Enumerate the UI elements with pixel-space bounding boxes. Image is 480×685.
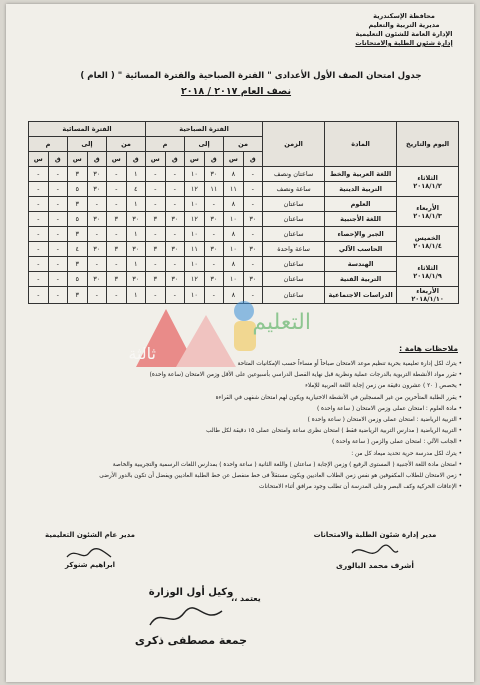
pm-time-cell: - <box>107 257 127 272</box>
pm-time-cell: ٣٠ <box>126 272 146 287</box>
pm-time-cell: - <box>29 287 49 304</box>
table-row <box>29 257 459 272</box>
note-item: • زمن الامتحان للطلاب المكفوفين هو نفس زمن الطلاب العاديين ويكون مستقلاً فى خط منفصل عن خط الطلبة العاديين ويفضل أن تكون بالدور الأرضى <box>20 471 462 482</box>
pm-time-cell: ١ <box>126 227 146 242</box>
left-signatory-name: ابراهيم شنوكر <box>65 561 115 569</box>
pm-time-cell: - <box>48 167 68 182</box>
note-item: • مادة العلوم : امتحان عملى وزمن الامتحان ( ساعة واحدة ) <box>20 404 462 415</box>
am-time-cell: - <box>204 257 224 272</box>
am-time-cell: ١٠ <box>185 257 205 272</box>
am-time-cell: ٣٠ <box>165 212 185 227</box>
am-time-cell: ٨ <box>224 227 244 242</box>
pm-time-cell: - <box>48 257 68 272</box>
pm-time-cell: - <box>107 287 127 304</box>
watermark-red-text: ثالثة <box>128 344 156 363</box>
signature-deputy <box>116 587 266 647</box>
col-am-to: إلى <box>185 137 224 152</box>
am-time-cell: ١١ <box>204 182 224 197</box>
col-subject: المادة <box>325 122 397 167</box>
am-time-cell: - <box>146 227 166 242</box>
am-time-cell: ١٠ <box>185 287 205 304</box>
day-label: الثلاثاء <box>417 173 438 182</box>
pm-time-cell: - <box>29 182 49 197</box>
am-time-cell: - <box>204 197 224 212</box>
pm-time-cell: - <box>29 272 49 287</box>
am-time-cell: ٣٠ <box>243 212 263 227</box>
notes-title: ملاحظات هامة : <box>399 344 458 353</box>
deputy-name: جمعة مصطفى ذكرى <box>134 634 248 647</box>
pm-time-cell: ٣ <box>107 272 127 287</box>
notes-list <box>20 359 462 493</box>
am-time-cell: ١٠ <box>224 212 244 227</box>
am-time-cell: - <box>165 287 185 304</box>
am-time-cell: ٣٠ <box>165 242 185 257</box>
am-time-cell: - <box>146 287 166 304</box>
note-item: • يخصص ( ٢٠ ) عشرون دقيقة من زمن إجابة اللغة العربية للإملاء <box>20 381 462 392</box>
pm-time-cell: ٣ <box>68 197 88 212</box>
col-s: س <box>107 152 127 167</box>
right-signatory-role: مدير إدارة شئون الطلبة والامتحانات <box>313 531 437 539</box>
pm-time-cell: ٥ <box>68 272 88 287</box>
am-time-cell: ٣٠ <box>165 272 185 287</box>
signature-left <box>30 531 150 569</box>
pm-time-cell: ١ <box>126 287 146 304</box>
date-label: ٢٠١٨/١/٤ <box>413 241 442 250</box>
pm-time-cell: - <box>87 227 107 242</box>
col-q: ق <box>48 152 68 167</box>
col-s: س <box>224 152 244 167</box>
am-time-cell: ١١ <box>224 182 244 197</box>
am-time-cell: ٨ <box>224 257 244 272</box>
document-subtitle: نصف العام ٢٠١٧ / ٢٠١٨ <box>180 86 292 97</box>
table-row <box>29 242 459 257</box>
col-q: ق <box>243 152 263 167</box>
admin-general-label: الإدارة العامة للشئون التعليمية <box>355 30 453 38</box>
pm-time-cell: ١ <box>126 167 146 182</box>
pm-time-cell: - <box>87 257 107 272</box>
pm-time-cell: - <box>48 272 68 287</box>
time-cell: ساعتان <box>263 197 325 212</box>
am-time-cell: ١٢ <box>185 182 205 197</box>
note-item: • الجانب الآلي : امتحان عملى والزمن ( ساعة واحدة ) <box>20 437 462 448</box>
am-time-cell: - <box>204 227 224 242</box>
am-time-cell: ٣٠ <box>243 242 263 257</box>
am-time-cell: - <box>146 182 166 197</box>
am-time-cell: - <box>165 197 185 212</box>
subject-cell: التربية الدينية <box>325 182 397 197</box>
pm-time-cell: - <box>48 242 68 257</box>
time-cell: ساعتان <box>263 257 325 272</box>
note-item: • يترك لكل مدرسة حرية تحديد ميعاد كل من : <box>20 449 462 460</box>
col-q: ق <box>126 152 146 167</box>
pm-time-cell: ٣٠ <box>87 212 107 227</box>
pm-time-cell: - <box>48 182 68 197</box>
am-time-cell: ٣٠ <box>204 242 224 257</box>
pm-time-cell: - <box>87 197 107 212</box>
am-time-cell: ١٠ <box>185 197 205 212</box>
right-signatory-name: أشرف محمد البالورى <box>336 561 414 570</box>
day-date-cell <box>397 227 459 257</box>
subject-cell: الهندسة <box>325 257 397 272</box>
table-row <box>29 212 459 227</box>
pm-time-cell: ٣٠ <box>126 242 146 257</box>
watermark-green-text: التعليم <box>252 310 311 335</box>
day-date-cell <box>397 257 459 287</box>
col-q: ق <box>165 152 185 167</box>
table-row <box>29 197 459 212</box>
pm-time-cell: - <box>29 212 49 227</box>
am-time-cell: ٣٠ <box>204 212 224 227</box>
am-time-cell: - <box>243 197 263 212</box>
deputy-role: وكيل أول الوزارة <box>148 587 234 598</box>
am-time-cell: ٨ <box>224 287 244 304</box>
exam-schedule-table <box>28 121 459 304</box>
pm-time-cell: - <box>29 242 49 257</box>
pm-time-cell: ٥ <box>68 212 88 227</box>
schedule-body <box>29 167 459 304</box>
am-time-cell: ١٢ <box>185 272 205 287</box>
time-cell: ساعة ونصف <box>263 182 325 197</box>
watermark-logo <box>126 289 326 369</box>
pm-time-cell: - <box>107 197 127 212</box>
subject-cell: العلوم <box>325 197 397 212</box>
am-time-cell: ٣٠ <box>204 272 224 287</box>
am-time-cell: ٣ <box>146 212 166 227</box>
pm-time-cell: ٤ <box>68 242 88 257</box>
time-cell: ساعة واحدة <box>263 242 325 257</box>
note-item: • الإعاقات الحركية وكف البصر وعلى المدرسة أن تطلب وجود مرافق أثناء الامتحانات <box>20 482 462 493</box>
note-item: • التربية الرياضية ( مدارس التربية الرياضية فقط ) امتحان نظرى ساعة وامتحان عملى ١٥ دقيقة لكل طالب <box>20 426 462 437</box>
am-time-cell: ٣ <box>146 272 166 287</box>
subject-cell: اللغة الأجنبية <box>325 212 397 227</box>
note-item: • تقرر مواد الأنشطة التربوية بالدرجات عملية ونظرية قبل نهاية الفصل الدراسي بأسبوعين على الأقل وزمن الامتحان (ساعة واحدة) <box>20 370 462 381</box>
am-time-cell: ١٠ <box>224 242 244 257</box>
am-time-cell: - <box>146 197 166 212</box>
deputy-signature-scribble <box>146 605 226 631</box>
am-time-cell: - <box>165 182 185 197</box>
pm-time-cell: ٣ <box>68 167 88 182</box>
day-date-cell <box>397 167 459 197</box>
pm-time-cell: ٣ <box>68 227 88 242</box>
am-time-cell: ١١ <box>185 242 205 257</box>
pm-time-cell: - <box>87 287 107 304</box>
left-signature-scribble <box>65 545 115 563</box>
pm-time-cell: ٣٠ <box>126 212 146 227</box>
am-time-cell: ١٠ <box>224 272 244 287</box>
pm-time-cell: - <box>48 212 68 227</box>
pm-time-cell: ٣ <box>107 242 127 257</box>
pm-time-cell: ٣٠ <box>87 182 107 197</box>
time-cell: ساعتان <box>263 212 325 227</box>
am-time-cell: - <box>243 167 263 182</box>
table-row <box>29 227 459 242</box>
pm-time-cell: - <box>29 197 49 212</box>
col-pm-m: م <box>29 137 68 152</box>
col-q: ق <box>204 152 224 167</box>
date-label: ٢٠١٨/١/٣ <box>413 211 442 220</box>
am-time-cell: - <box>243 257 263 272</box>
col-am-m: م <box>146 137 185 152</box>
subject-cell: اللغة العربية والخط <box>325 167 397 182</box>
table-row <box>29 167 459 182</box>
pm-time-cell: - <box>29 167 49 182</box>
note-item: • امتحان مادة اللغة الأجنبية ( المستوى الرفيع ) وزمن الإجابة ( ساعتان ) واللغة الثانية ( ساعة واحدة ) بمدارس اللغات الرسمية والتجريبية والخاصة <box>20 460 462 471</box>
col-time: الزمن <box>263 122 325 167</box>
document-title: جدول امتحان الصف الأول الأعدادى " الفترة الصباحية والفترة المسائية " ( العام ) <box>80 71 422 81</box>
table-row <box>29 272 459 287</box>
am-time-cell: - <box>165 167 185 182</box>
col-am-from: من <box>224 137 263 152</box>
pm-time-cell: ٣ <box>68 257 88 272</box>
date-label: ٢٠١٨/١/١٠ <box>411 295 444 303</box>
day-label: الثلاثاء <box>417 263 438 272</box>
right-signature-scribble <box>350 543 400 561</box>
am-time-cell: - <box>204 287 224 304</box>
day-date-cell <box>397 197 459 227</box>
am-time-cell: ٣٠ <box>243 272 263 287</box>
governorate-label: محافظة الإسكندرية <box>373 12 435 20</box>
am-time-cell: ٨ <box>224 197 244 212</box>
col-morning: الفترة الصباحية <box>146 122 263 137</box>
day-label: الخميس <box>414 233 441 242</box>
date-label: ٢٠١٨/١/٩ <box>413 271 442 280</box>
col-s: س <box>68 152 88 167</box>
am-time-cell: ٣ <box>146 242 166 257</box>
subject-cell: الحاسب الآلي <box>325 242 397 257</box>
col-pm-from: من <box>107 137 146 152</box>
time-cell: ساعتان <box>263 287 325 304</box>
pm-time-cell: ٣٠ <box>87 167 107 182</box>
pm-time-cell: ٤ <box>126 182 146 197</box>
col-pm-to: إلى <box>68 137 107 152</box>
am-time-cell: - <box>146 167 166 182</box>
am-time-cell: - <box>243 287 263 304</box>
pm-time-cell: - <box>107 167 127 182</box>
col-evening: الفترة المسائية <box>29 122 146 137</box>
am-time-cell: - <box>165 257 185 272</box>
letterhead <box>344 12 464 48</box>
col-day-date: اليوم والتاريخ <box>397 122 459 167</box>
pm-time-cell: - <box>48 227 68 242</box>
subject-cell: الدراسات الاجتماعية <box>325 287 397 304</box>
directorate-label: مديرية التربية والتعليم <box>368 21 440 29</box>
am-time-cell: ١٢ <box>185 212 205 227</box>
am-time-cell: - <box>243 182 263 197</box>
col-s: س <box>29 152 49 167</box>
pm-time-cell: ٣ <box>107 212 127 227</box>
time-cell: ساعتان ونصف <box>263 167 325 182</box>
pm-time-cell: ٣٠ <box>87 272 107 287</box>
day-date-cell <box>397 287 459 304</box>
approval-label: يعتمد ،، <box>231 594 261 603</box>
col-q: ق <box>87 152 107 167</box>
am-time-cell: ١٠ <box>185 167 205 182</box>
table-row <box>29 182 459 197</box>
left-signatory-role: مدير عام الشئون التعليمية <box>45 531 135 539</box>
subject-cell: الجبر والإحصاء <box>325 227 397 242</box>
admin-students-label: إدارة شئون الطلبة والامتحانات <box>355 39 453 47</box>
pm-time-cell: - <box>29 227 49 242</box>
am-time-cell: - <box>165 227 185 242</box>
pm-time-cell: - <box>48 197 68 212</box>
pm-time-cell: - <box>107 182 127 197</box>
col-s: س <box>146 152 166 167</box>
am-time-cell: ١٠ <box>185 227 205 242</box>
time-cell: ساعتان <box>263 227 325 242</box>
document-sheet <box>6 4 474 682</box>
col-s: س <box>185 152 205 167</box>
note-item: • يقرر الطلبة المتأخرين من غير المسجلين في الأنشطة الاختيارية ويكون لهم امتحان شفهى في القراءة <box>20 393 462 404</box>
pm-time-cell: ٥ <box>68 182 88 197</box>
subject-cell: التربية الفنية <box>325 272 397 287</box>
pm-time-cell: ٣ <box>68 287 88 304</box>
pm-time-cell: - <box>29 257 49 272</box>
day-label: الأربعاء <box>416 203 439 212</box>
signature-right <box>300 531 450 570</box>
date-label: ٢٠١٨/١/٢ <box>413 181 442 190</box>
am-time-cell: - <box>146 257 166 272</box>
pm-time-cell: ٣٠ <box>87 242 107 257</box>
time-cell: ساعتان <box>263 272 325 287</box>
day-label: الأربعاء <box>416 287 439 295</box>
am-time-cell: ٨ <box>224 167 244 182</box>
am-time-cell: ٣٠ <box>204 167 224 182</box>
pm-time-cell: - <box>107 227 127 242</box>
pm-time-cell: ١ <box>126 197 146 212</box>
note-item: • يترك لكل إدارة تعليمية بحرية تنظيم موعد الامتحان صباحاً أو مساءاً حسب الإمكانيات المتاحة <box>20 359 462 370</box>
pm-time-cell: - <box>48 287 68 304</box>
pm-time-cell: ١ <box>126 257 146 272</box>
am-time-cell: - <box>243 227 263 242</box>
note-item: • التربية الرياضية : امتحان عملى وزمن الامتحان ( ساعة واحدة ) <box>20 415 462 426</box>
